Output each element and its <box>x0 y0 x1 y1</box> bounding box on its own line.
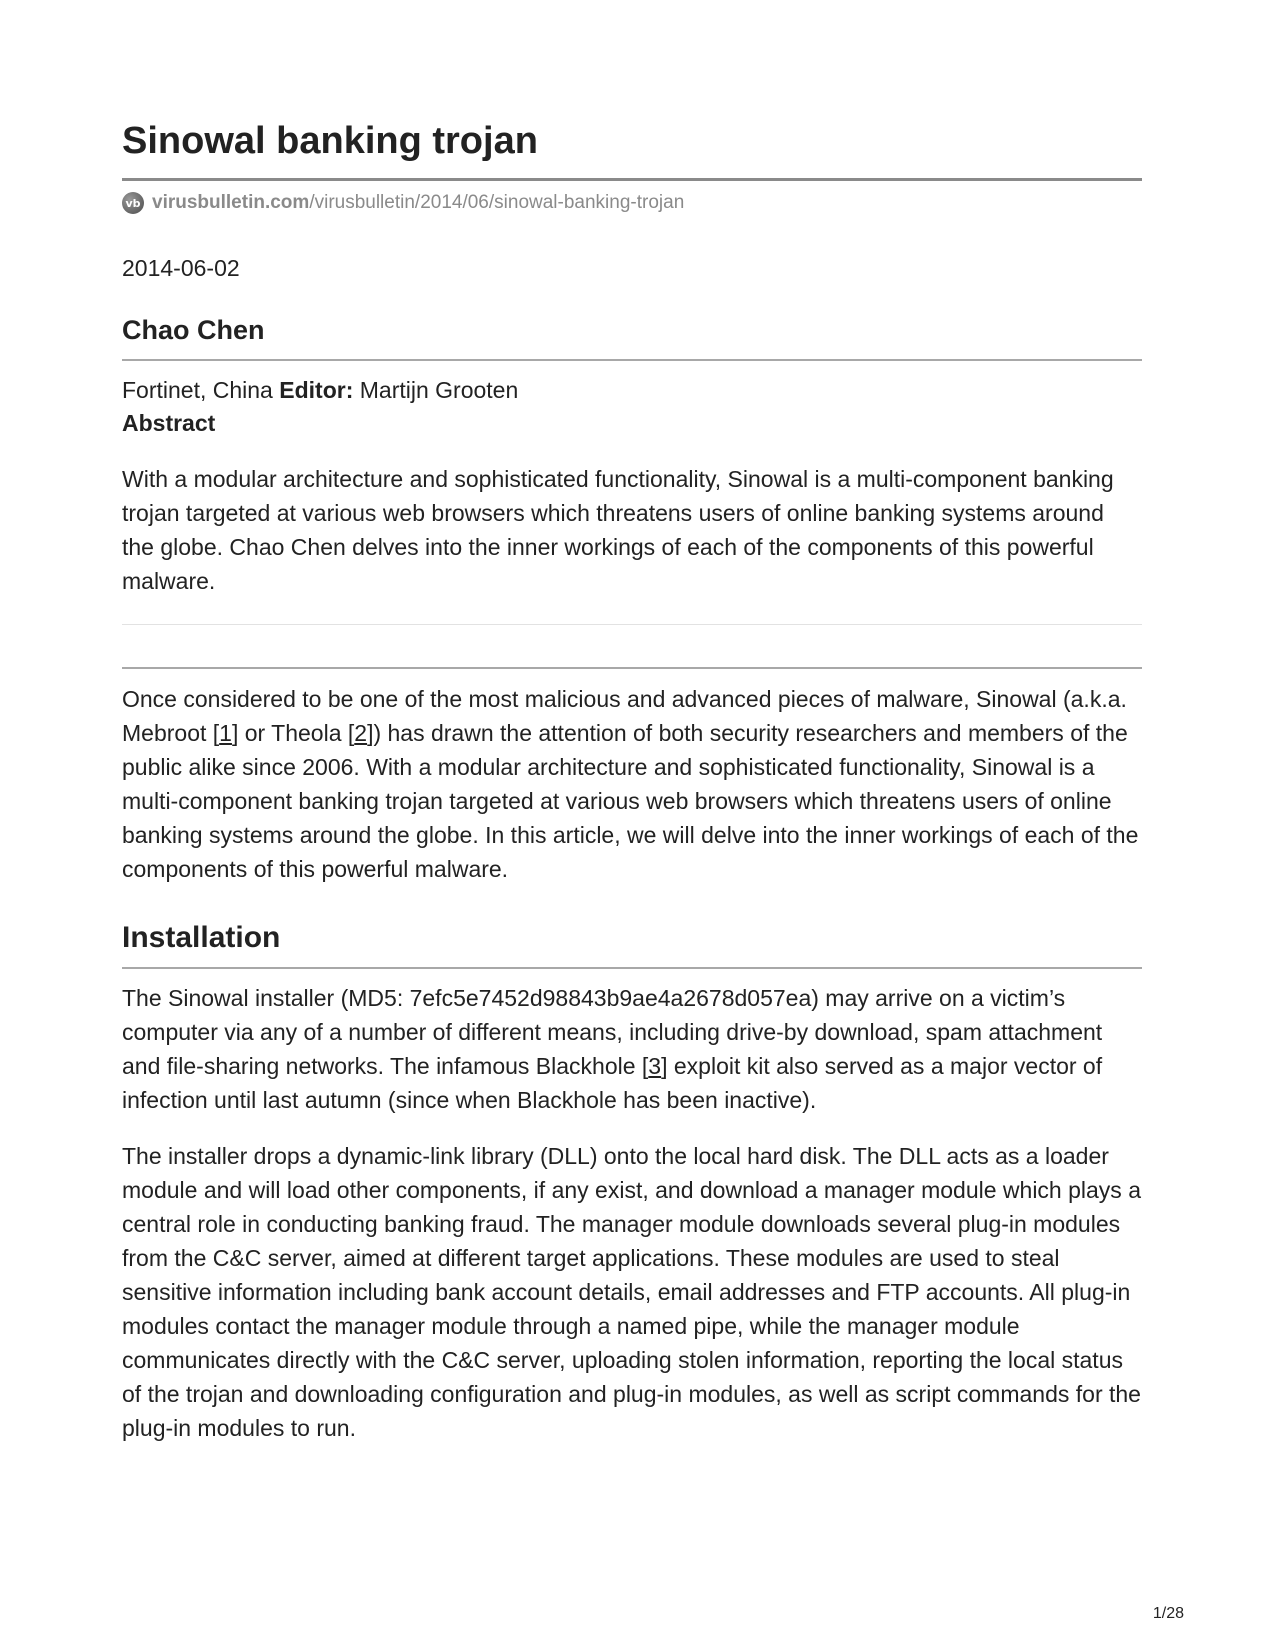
intro-paragraph <box>122 682 1142 886</box>
page-number: 1/28 <box>1152 1605 1184 1622</box>
installation-heading: Installation <box>122 921 281 954</box>
reference-link-1[interactable]: 1 <box>219 720 232 746</box>
title-divider <box>122 178 1142 181</box>
source-link[interactable] <box>152 192 684 214</box>
abstract-text: With a modular architecture and sophisticated functionality, Sinowal is a multi-component banking trojan targeted at various web browsers which threatens users of online banking systems around the globe. Chao Chen delves into the inner workings of each of the components of this powerful malware. <box>122 466 1114 594</box>
body-divider <box>122 667 1142 669</box>
reference-link-2[interactable]: 2 <box>354 720 368 746</box>
affiliation: Fortinet, China <box>122 377 273 403</box>
installation-text-2: ] exploit kit also served as a major vector of infection until last autumn (since when Blackhole has been inactive). <box>122 1053 1103 1113</box>
abstract-divider <box>122 624 1142 625</box>
installation-divider <box>122 967 1142 969</box>
article-title: Sinowal banking trojan <box>122 120 538 162</box>
installation-paragraph-1 <box>122 981 1142 1117</box>
installation-text-1: The Sinowal installer (MD5: 7efc5e7452d98843b9ae4a2678d057ea) may arrive on a victim’s computer via any of a number of different means, including drive-by download, spam attachment and file-sharing networks. The infamous Blackhole [ <box>122 985 1103 1079</box>
vb-logo-icon: vb <box>122 192 144 214</box>
author-name: Chao Chen <box>122 315 265 345</box>
intro-text-1: Once considered to be one of the most malicious and advanced pieces of malware, Sinowal (a.k.a. Mebroot [ <box>122 686 1127 746</box>
abstract-label: Abstract <box>122 410 216 436</box>
affiliation-line <box>122 374 1142 407</box>
article <box>122 118 1142 1445</box>
installation-paragraph-2: The installer drops a dynamic-link library (DLL) onto the local hard disk. The DLL acts as a loader module and will load other components, if any exist, and download a manager module which plays a central role in conducting banking fraud. The manager module downloads several plug-in modules from the C&C server, aimed at different target applications. These modules are used to steal sensitive information including bank account details, email addresses and FTP accounts. All plug-in modules contact the manager module through a named pipe, while the manager module communicates directly with the C&C server, uploading stolen information, reporting the local status of the trojan and downloading configuration and plug-in modules, as well as script commands for the plug-in modules to run. <box>122 1143 1141 1441</box>
intro-text-3: ]) has drawn the attention of both security researchers and members of the public alike since 2006. With a modular architecture and sophisticated functionality, Sinowal is a multi-component banking trojan targeted at various web browsers which threatens users of online banking systems around the globe. In this article, we will delve into the inner workings of each of the components of this powerful malware. <box>122 720 1139 882</box>
source-line <box>122 190 1142 216</box>
publish-date: 2014-06-02 <box>122 255 240 281</box>
author-divider <box>122 359 1142 361</box>
intro-text-2: ] or Theola [ <box>231 720 355 746</box>
editor-name: Martijn Grooten <box>359 377 519 403</box>
editor-label: Editor: <box>279 377 354 403</box>
source-path: /virusbulletin/2014/06/sinowal-banking-trojan <box>309 192 685 213</box>
source-domain: virusbulletin.com <box>152 192 310 213</box>
reference-link-3[interactable]: 3 <box>648 1053 662 1079</box>
